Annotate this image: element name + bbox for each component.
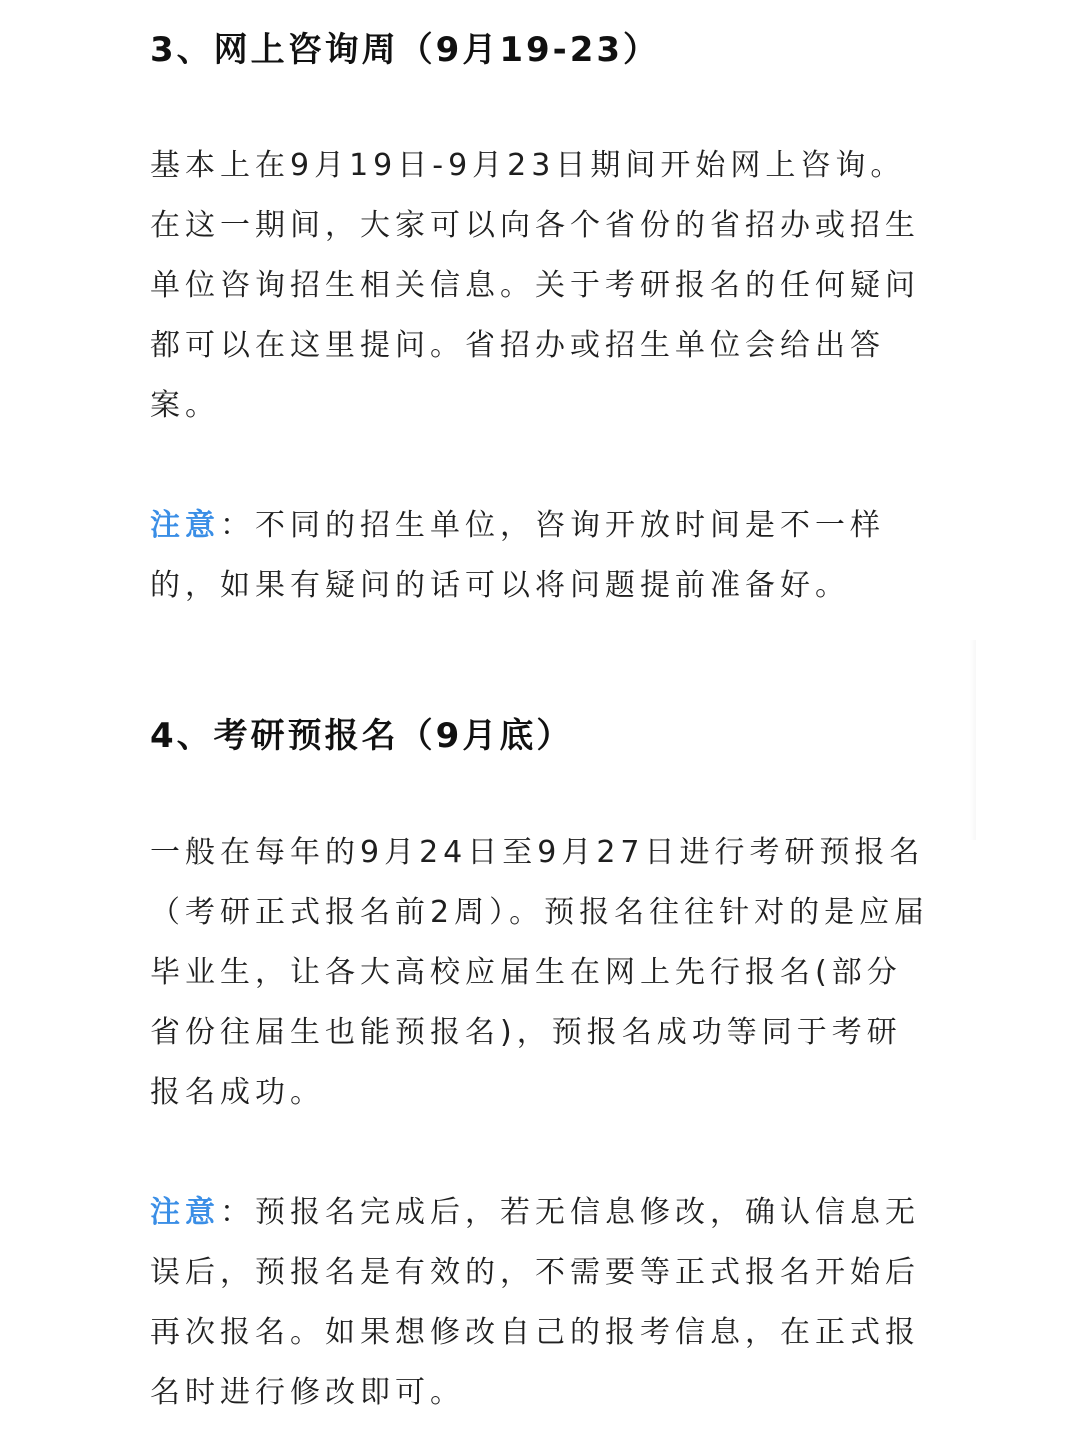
section-4-heading: 4、考研预报名（9月底） bbox=[150, 716, 574, 756]
section-4-note bbox=[150, 1183, 930, 1423]
note-label: 注意 bbox=[150, 1195, 220, 1230]
section-4-paragraph: 一般在每年的9月24日至9月27日进行考研预报名（考研正式报名前2周）。预报名往往针对的是应届毕业生，让各大高校应届生在网上先行报名(部分省份往届生也能预报名)，预报名成功等同于考研报名成功。 bbox=[150, 835, 930, 1110]
section-3-paragraph: 基本上在9月19日-9月23日期间开始网上咨询。在这一期间，大家可以向各个省份的省招办或招生单位咨询招生相关信息。关于考研报名的任何疑问都可以在这里提问。省招办或招生单位会给出答案。 bbox=[150, 148, 920, 423]
note-colon: ： bbox=[220, 1195, 255, 1230]
section-3-heading: 3、网上咨询周（9月19-23） bbox=[150, 30, 661, 70]
note-text: 预报名完成后，若无信息修改，确认信息无误后，预报名是有效的，不需要等正式报名开始后再次报名。如果想修改自己的报考信息，在正式报名时进行修改即可。 bbox=[150, 1195, 920, 1410]
edge-shadow bbox=[970, 640, 976, 840]
note-label: 注意 bbox=[150, 508, 220, 543]
note-colon: ： bbox=[220, 508, 255, 543]
note-text: 不同的招生单位，咨询开放时间是不一样的，如果有疑问的话可以将问题提前准备好。 bbox=[150, 508, 885, 603]
section-3-note bbox=[150, 496, 930, 616]
